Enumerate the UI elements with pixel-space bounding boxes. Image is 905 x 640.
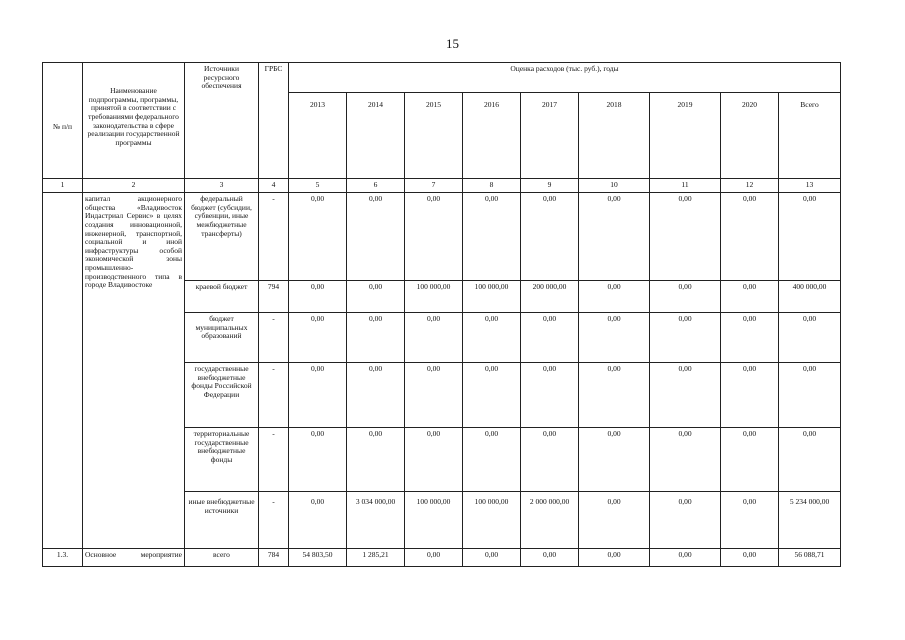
- value-cell: 0,00: [721, 313, 779, 363]
- value-cell: 100 000,00: [463, 492, 521, 549]
- value-cell: 0,00: [721, 549, 779, 567]
- block-name: капитал акционерного общества «Владивосток Индастриал Сервис» в целях создания инновационной, инженерной, транспортной, социальной и иной инфраструктуры особой экономической зоны промышленно-производственного типа в городе Владивостоке: [83, 193, 185, 549]
- grbs-cell: -: [259, 193, 289, 281]
- year-cell: 2013: [289, 93, 347, 179]
- value-cell: 0,00: [521, 428, 579, 492]
- value-cell: 100 000,00: [405, 492, 463, 549]
- grbs-cell: 794: [259, 281, 289, 313]
- value-cell: 0,00: [405, 363, 463, 428]
- index-cell: 8: [463, 179, 521, 193]
- source-cell: государственные внебюджетные фонды Российской Федерации: [185, 363, 259, 428]
- value-cell: 0,00: [463, 549, 521, 567]
- source-cell: иные внебюджетные источники: [185, 492, 259, 549]
- value-cell: 0,00: [463, 428, 521, 492]
- index-cell: 4: [259, 179, 289, 193]
- total-cell: 56 088,71: [779, 549, 841, 567]
- value-cell: 0,00: [521, 313, 579, 363]
- value-cell: 0,00: [721, 428, 779, 492]
- value-cell: 0,00: [650, 313, 721, 363]
- value-cell: 0,00: [721, 492, 779, 549]
- value-cell: 0,00: [289, 313, 347, 363]
- value-cell: 0,00: [579, 363, 650, 428]
- value-cell: 0,00: [347, 363, 405, 428]
- value-cell: 0,00: [579, 549, 650, 567]
- total-cell: 400 000,00: [779, 281, 841, 313]
- value-cell: 0,00: [650, 193, 721, 281]
- value-cell: 0,00: [289, 363, 347, 428]
- source-cell: бюджет муниципальных образований: [185, 313, 259, 363]
- row-num-empty: [43, 193, 83, 549]
- value-cell: 0,00: [463, 363, 521, 428]
- index-cell: 5: [289, 179, 347, 193]
- header-name: Наименование подпрограммы, программы, принятой в соответствии с требованиями федерального законодательства в сфере реализации государственной программы: [83, 63, 185, 179]
- value-cell: 0,00: [579, 428, 650, 492]
- source-cell: территориальные государственные внебюджетные фонды: [185, 428, 259, 492]
- value-cell: 0,00: [289, 492, 347, 549]
- index-cell: 7: [405, 179, 463, 193]
- value-cell: 54 803,50: [289, 549, 347, 567]
- table-row: [43, 549, 841, 567]
- year-cell: 2020: [721, 93, 779, 179]
- year-cell: 2015: [405, 93, 463, 179]
- value-cell: 100 000,00: [463, 281, 521, 313]
- index-cell: 12: [721, 179, 779, 193]
- value-cell: 0,00: [721, 363, 779, 428]
- row-name: Основное мероприятие: [83, 549, 185, 567]
- index-cell: 2: [83, 179, 185, 193]
- index-cell: 10: [579, 179, 650, 193]
- value-cell: 0,00: [405, 428, 463, 492]
- value-cell: 0,00: [650, 363, 721, 428]
- total-cell: 0,00: [779, 428, 841, 492]
- value-cell: 0,00: [579, 492, 650, 549]
- value-cell: 0,00: [579, 193, 650, 281]
- value-cell: 0,00: [289, 428, 347, 492]
- value-cell: 0,00: [579, 313, 650, 363]
- value-cell: 0,00: [289, 193, 347, 281]
- grbs-cell: -: [259, 492, 289, 549]
- value-cell: 1 285,21: [347, 549, 405, 567]
- grbs-cell: 784: [259, 549, 289, 567]
- value-cell: 100 000,00: [405, 281, 463, 313]
- value-cell: 0,00: [463, 313, 521, 363]
- value-cell: 0,00: [521, 549, 579, 567]
- row-num: 1.3.: [43, 549, 83, 567]
- value-cell: 0,00: [650, 492, 721, 549]
- year-cell: 2019: [650, 93, 721, 179]
- value-cell: 200 000,00: [521, 281, 579, 313]
- value-cell: 0,00: [289, 281, 347, 313]
- source-cell: краевой бюджет: [185, 281, 259, 313]
- header-source: Источники ресурсного обеспечения: [185, 63, 259, 179]
- header-num: № п/п: [43, 63, 83, 179]
- value-cell: 2 000 000,00: [521, 492, 579, 549]
- year-cell: 2014: [347, 93, 405, 179]
- index-cell: 3: [185, 179, 259, 193]
- value-cell: 0,00: [721, 281, 779, 313]
- grbs-cell: -: [259, 428, 289, 492]
- index-cell: 11: [650, 179, 721, 193]
- value-cell: 0,00: [405, 193, 463, 281]
- total-cell: 0,00: [779, 193, 841, 281]
- budget-table: [42, 62, 841, 567]
- value-cell: 0,00: [721, 193, 779, 281]
- index-cell: 1: [43, 179, 83, 193]
- header-expenses: Оценка расходов (тыс. руб.), годы: [289, 63, 841, 93]
- value-cell: 0,00: [405, 313, 463, 363]
- year-cell: 2017: [521, 93, 579, 179]
- index-cell: 9: [521, 179, 579, 193]
- year-cell: 2018: [579, 93, 650, 179]
- total-cell: 0,00: [779, 313, 841, 363]
- value-cell: 0,00: [650, 281, 721, 313]
- grbs-cell: -: [259, 313, 289, 363]
- source-cell: всего: [185, 549, 259, 567]
- total-cell: 5 234 000,00: [779, 492, 841, 549]
- index-cell: 13: [779, 179, 841, 193]
- year-total-cell: Всего: [779, 93, 841, 179]
- total-cell: 0,00: [779, 363, 841, 428]
- value-cell: 3 034 000,00: [347, 492, 405, 549]
- page-number: 15: [446, 36, 459, 51]
- value-cell: 0,00: [347, 281, 405, 313]
- value-cell: 0,00: [579, 281, 650, 313]
- grbs-cell: -: [259, 363, 289, 428]
- index-cell: 6: [347, 179, 405, 193]
- header-grbs: ГРБС: [259, 63, 289, 179]
- value-cell: 0,00: [521, 193, 579, 281]
- value-cell: 0,00: [650, 428, 721, 492]
- value-cell: 0,00: [650, 549, 721, 567]
- value-cell: 0,00: [521, 363, 579, 428]
- year-cell: 2016: [463, 93, 521, 179]
- value-cell: 0,00: [347, 193, 405, 281]
- index-row: [43, 179, 841, 193]
- value-cell: 0,00: [463, 193, 521, 281]
- header-row: [43, 63, 841, 93]
- table-row: [43, 193, 841, 281]
- value-cell: 0,00: [347, 313, 405, 363]
- value-cell: 0,00: [405, 549, 463, 567]
- value-cell: 0,00: [347, 428, 405, 492]
- source-cell: федеральный бюджет (субсидии, субвенции, иные межбюджетные трансферты): [185, 193, 259, 281]
